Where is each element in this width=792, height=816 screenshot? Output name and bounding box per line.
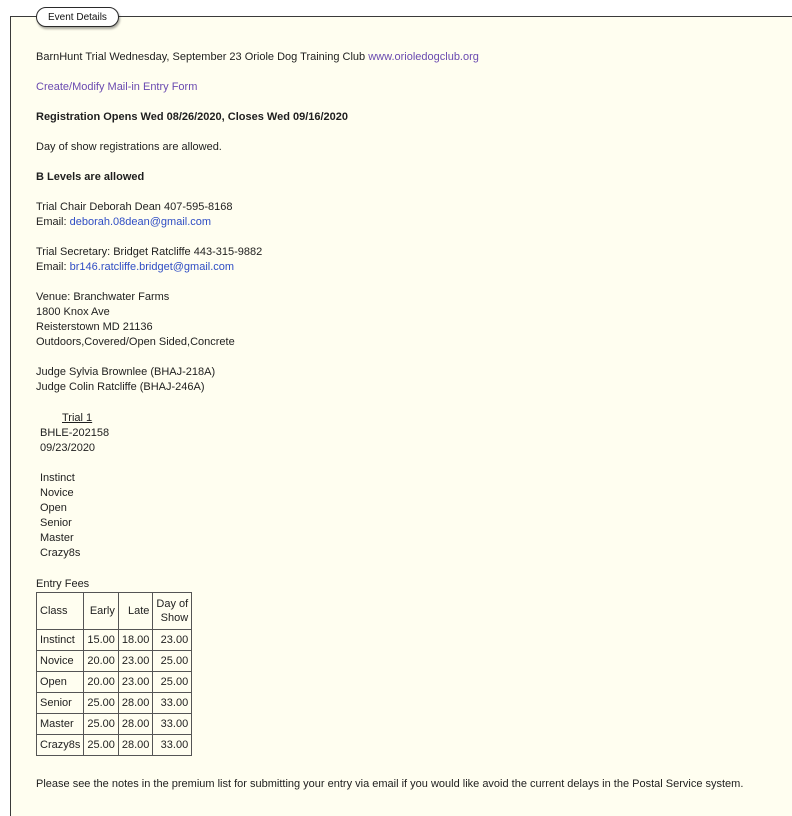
- trial-chair-block: [36, 200, 792, 230]
- fee-late: 28.00: [118, 735, 153, 756]
- entry-fees-table: [36, 592, 192, 756]
- fee-class: Instinct: [37, 630, 84, 651]
- judge-2: Judge Colin Ratcliffe (BHAJ-246A): [36, 381, 205, 393]
- table-row: [37, 735, 192, 756]
- fee-day-of-show: 25.00: [153, 672, 192, 693]
- trial-number: BHLE-202158: [40, 427, 110, 439]
- registration-dates: Registration Opens Wed 08/26/2020, Closes Wed 09/16/2020: [36, 111, 349, 123]
- b-levels-note: B Levels are allowed: [36, 171, 145, 183]
- fee-day-of-show: 23.00: [153, 630, 192, 651]
- venue-city: Reisterstown MD 21136: [36, 321, 153, 333]
- email-entry-note: Please see the notes in the premium list for submitting your entry via email if you would like avoid the current delays in the Postal Service system.: [36, 778, 744, 790]
- trial-secretary-email-link[interactable]: br146.ratcliffe.bridget@gmail.com: [69, 261, 235, 273]
- fee-class: Novice: [37, 651, 84, 672]
- trial-block: [36, 411, 792, 456]
- trial-secretary: Trial Secretary: Bridget Ratcliffe 443-315-9882: [36, 246, 263, 258]
- table-header-row: [37, 593, 192, 630]
- venue-street: 1800 Knox Ave: [36, 306, 110, 318]
- class-item: Crazy8s: [40, 547, 81, 559]
- fee-late: 28.00: [118, 714, 153, 735]
- event-details-legend: Event Details: [36, 7, 119, 27]
- fee-day-of-show: 33.00: [153, 693, 192, 714]
- club-website-link[interactable]: www.orioledogclub.org: [368, 51, 479, 63]
- day-of-show-note: Day of show registrations are allowed.: [36, 141, 222, 153]
- class-item: Novice: [40, 487, 74, 499]
- fee-early: 20.00: [84, 651, 119, 672]
- venue-block: [36, 290, 792, 350]
- fee-class: Crazy8s: [37, 735, 84, 756]
- fee-late: 23.00: [118, 672, 153, 693]
- class-item: Open: [40, 502, 67, 514]
- header-day-of-show: [153, 593, 192, 630]
- fee-late: 23.00: [118, 651, 153, 672]
- mail-in-entry-form-link[interactable]: Create/Modify Mail-in Entry Form: [36, 81, 198, 93]
- table-row: [37, 693, 192, 714]
- class-item: Instinct: [40, 472, 75, 484]
- fee-day-of-show: 25.00: [153, 651, 192, 672]
- event-intro-line: [36, 50, 792, 65]
- fee-late: 18.00: [118, 630, 153, 651]
- class-item: Senior: [40, 517, 72, 529]
- trial-secretary-block: [36, 245, 792, 275]
- header-show: Show: [160, 612, 189, 624]
- table-row: [37, 672, 192, 693]
- trial-class-list: [36, 471, 792, 561]
- table-row: [37, 651, 192, 672]
- venue-surface: Outdoors,Covered/Open Sided,Concrete: [36, 336, 235, 348]
- table-row: [37, 714, 192, 735]
- trial-chair-email-link[interactable]: deborah.08dean@gmail.com: [69, 216, 212, 228]
- fee-early: 20.00: [84, 672, 119, 693]
- trial-date: 09/23/2020: [40, 442, 96, 454]
- header-early: Early: [84, 593, 119, 630]
- header-day-of: Day of: [156, 598, 189, 610]
- fee-day-of-show: 33.00: [153, 735, 192, 756]
- email-label: Email:: [36, 261, 70, 273]
- fee-early: 25.00: [84, 735, 119, 756]
- fee-class: Open: [37, 672, 84, 693]
- trial-heading: Trial 1: [62, 412, 93, 424]
- entry-fees-title: Entry Fees: [36, 578, 90, 590]
- header-class: Class: [37, 593, 84, 630]
- venue-name: Venue: Branchwater Farms: [36, 291, 170, 303]
- trial-chair: Trial Chair Deborah Dean 407-595-8168: [36, 201, 233, 213]
- fee-late: 28.00: [118, 693, 153, 714]
- email-label: Email:: [36, 216, 70, 228]
- fee-early: 25.00: [84, 693, 119, 714]
- fee-early: 25.00: [84, 714, 119, 735]
- fee-class: Master: [37, 714, 84, 735]
- judge-1: Judge Sylvia Brownlee (BHAJ-218A): [36, 366, 216, 378]
- judges-block: [36, 365, 792, 395]
- fee-class: Senior: [37, 693, 84, 714]
- fee-day-of-show: 33.00: [153, 714, 192, 735]
- fee-early: 15.00: [84, 630, 119, 651]
- event-summary: BarnHunt Trial Wednesday, September 23 Oriole Dog Training Club: [36, 51, 369, 63]
- table-row: [37, 630, 192, 651]
- class-item: Master: [40, 532, 74, 544]
- header-late: Late: [118, 593, 153, 630]
